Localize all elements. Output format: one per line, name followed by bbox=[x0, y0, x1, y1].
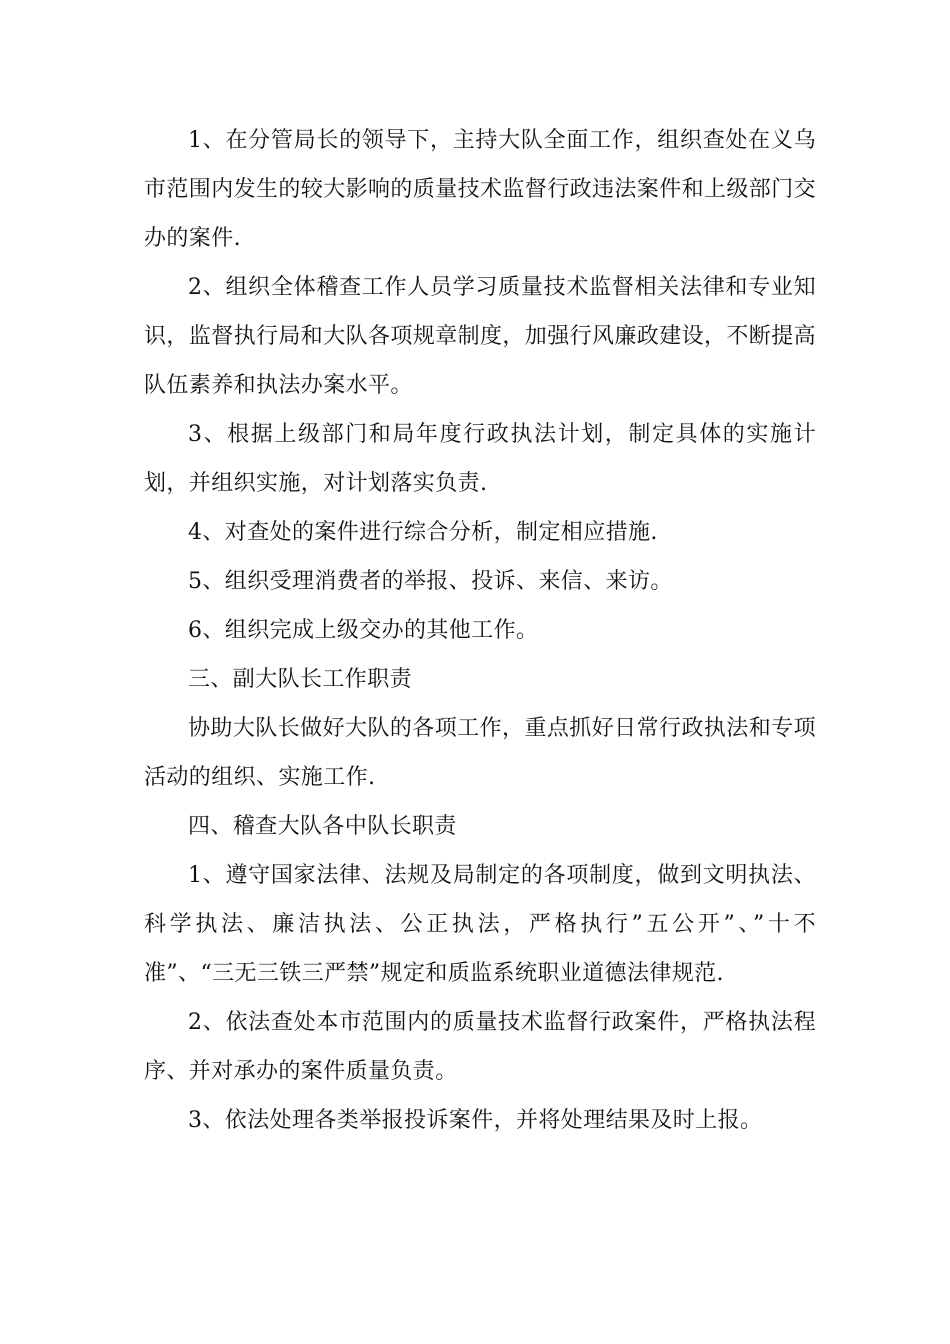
paragraph-duty-6: 6、组织完成上级交办的其他工作。 bbox=[188, 618, 539, 643]
paragraph-squad-duty-2: 2、依法查处本市范围内的质量技术监督行政案件，严格执法程序、并对承办的案件质量负责。 bbox=[144, 1010, 816, 1084]
paragraph-duty-5: 5、组织受理消费者的举报、投诉、来信、来访。 bbox=[188, 569, 673, 594]
paragraph-duty-2: 2、组织全体稽查工作人员学习质量技术监督相关法律和专业知识，监督执行局和大队各项规章制度，加强行风廉政建设，不断提高队伍素养和执法办案水平。 bbox=[144, 275, 817, 398]
paragraph-squad-duty-3: 3、依法处理各类举报投诉案件，并将处理结果及时上报。 bbox=[188, 1108, 763, 1133]
paragraph-deputy-duty: 协助大队长做好大队的各项工作，重点抓好日常行政执法和专项活动的组织、实施工作. bbox=[144, 716, 816, 790]
paragraph-duty-3: 3、根据上级部门和局年度行政执法计划，制定具体的实施计划，并组织实施，对计划落实负责. bbox=[144, 422, 816, 496]
section-heading-deputy-captain: 三、副大队长工作职责 bbox=[188, 667, 413, 692]
paragraph-duty-4: 4、对查处的案件进行综合分析，制定相应措施. bbox=[188, 520, 658, 545]
section-heading-squad-leader: 四、稽查大队各中队长职责 bbox=[188, 814, 457, 839]
document-body bbox=[144, 116, 816, 1145]
paragraph-duty-1: 1、在分管局长的领导下，主持大队全面工作，组织查处在义乌市范围内发生的较大影响的质量技术监督行政违法案件和上级部门交办的案件. bbox=[144, 128, 817, 251]
paragraph-squad-duty-1: 1、遵守国家法律、法规及局制定的各项制度，做到文明执法、科学执法、廉洁执法、公正执法，严格执行”五公开”、”十不准”、“三无三铁三严禁”规定和质监系统职业道德法律规范. bbox=[144, 863, 816, 986]
